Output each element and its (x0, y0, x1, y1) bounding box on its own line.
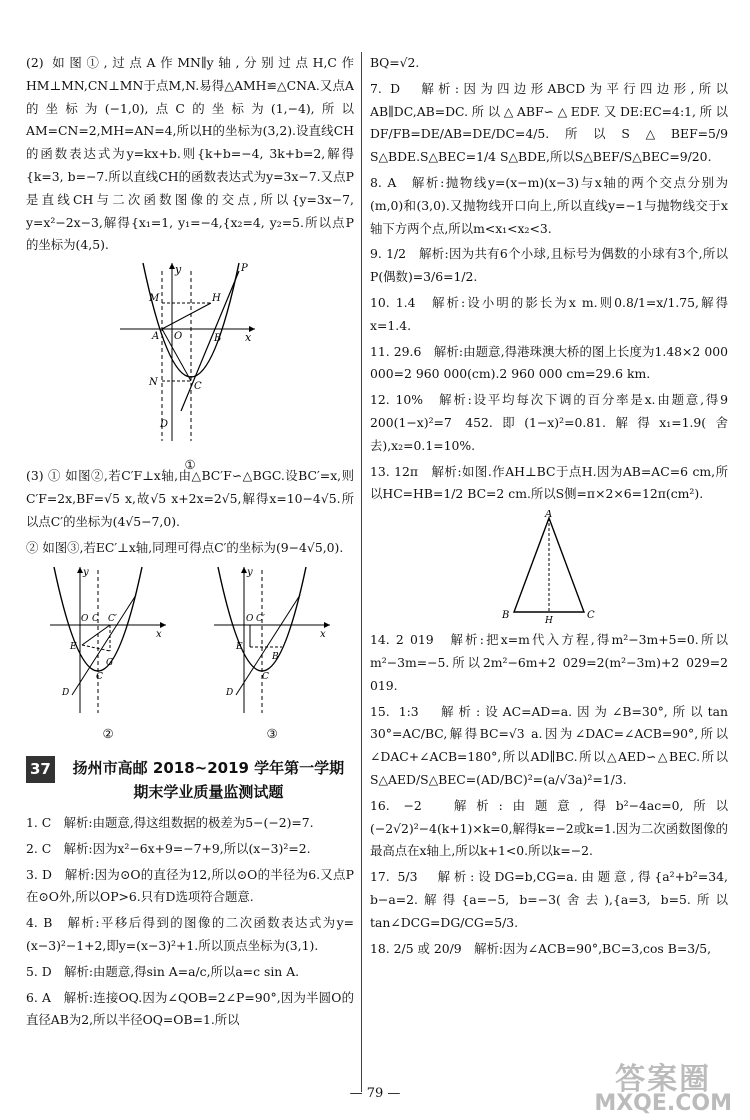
svg-text:D: D (62, 688, 70, 699)
svg-text:C: C (92, 614, 99, 625)
svg-text:D: D (160, 419, 169, 431)
watermark-line-1: 答案圈 (615, 1062, 712, 1097)
svg-text:M: M (149, 293, 160, 305)
parabola-figure-3 (212, 565, 332, 715)
svg-text:G: G (106, 658, 114, 669)
page-number: — 79 — (349, 1086, 401, 1101)
answer-6: 6. A 解析:连接OQ.因为∠QOB=2∠P=90°,因为半圆O的直径AB为2,所以半径OQ=OB=1.所以 (26, 989, 354, 1028)
figure-3-caption: ③ (266, 726, 278, 742)
svg-text:x: x (156, 629, 162, 641)
figure-3 (212, 565, 332, 746)
section-number-badge: 37 (26, 756, 55, 783)
svg-text:B: B (214, 333, 222, 345)
answer-4: 4. B 解析:平移后得到的图像的二次函数表达式为y=(x−3)²−1+2,即y=(x−3)²+1.所以顶点坐标为(3,1). (26, 915, 354, 953)
svg-text:C′: C′ (256, 614, 265, 625)
parabola-figure-2 (48, 565, 168, 715)
answer-7: 7. D 解析:因为四边形ABCD为平行四边形,所以AB∥DC,AB=DC.所以△ABF∽△EDF.又DE:EC=4:1,所以DF/FB=DE/AB=DE/DC=4/5.所以S△BEF=5/9 S△BDE.S△BEC=1/4 S△BDE,所以S△BEF/S△BEC=9/20. (370, 80, 728, 165)
answer-10: 10. 1.4 解析:设小明的影长为x m.则0.8/1=x/1.75,解得x=1.4. (370, 294, 728, 333)
answer-2-text: (2) 如图①,过点A作MN∥y轴,分别过点H,C作HM⊥MN,CN⊥MN于点M,N.易得△AMH≌△CNA.又点A的坐标为(−1,0),点C的坐标为(1,−4),所以AM=CN=2,MH=AN=4,所以H的坐标为(3,2).设直线CH的函数表达式为y=kx+b.则{k+b=−4, 3k+b=2,解得{k=3, b=−7.所以直线CH的函数表达式为y=3x−7.又点P是直线CH与二次函数图像的交点,所以{y=3x−7, y=x²−2x−3,解得{x₁=1, y₁=−4,{x₂=4, y₂=5.所以点P的坐标为(4,5). (26, 55, 354, 253)
answer-15: 15. 1:3 解析:设AC=AD=a.因为∠B=30°,所以tan 30°=AC/BC,解得BC=√3 a.因为∠DAC=∠ACB=90°,所以∠DAC+∠ACB=180°,所以AD∥BC.所以△AED∽△BEC.所以S△AED/S△BEC=(AD/BC)²=(a/√3a)²=1/3. (370, 703, 728, 787)
svg-text:A: A (152, 331, 160, 343)
section-title-line-2: 期末学业质量监测试题 (133, 782, 284, 801)
svg-text:O: O (174, 331, 183, 343)
figure-1 (115, 261, 265, 472)
section-header (26, 756, 354, 804)
answer-17: 17. 5/3 解析:设DG=b,CG=a.由题意,得{a²+b²=34, b−a=2.解得{a=−5, b=−3(舍去),{a=3, b=5.所以tan∠DCG=DG/CG=5/3. (370, 869, 728, 930)
svg-text:C: C (262, 672, 269, 683)
answer-18: 18. 2/5 或 20/9 解析:因为∠ACB=90°,BC=3,cos B=3/5, (370, 940, 712, 956)
figure-2 (48, 565, 168, 746)
left-column (26, 52, 354, 1035)
svg-text:D: D (226, 688, 234, 699)
answer-2: 2. C 解析:因为x²−6x+9=−7+9,所以(x−3)²=2. (26, 840, 311, 856)
svg-text:H: H (545, 616, 553, 626)
figures-2-3 (26, 565, 354, 746)
column-divider (361, 52, 362, 1092)
svg-text:x: x (320, 629, 326, 641)
answer-12: 12. 10% 解析:设平均每次下调的百分率是x.由题意,得9 200(1−x)²=7 452.即(1−x)²=0.81.解得x₁=1.9(舍去),x₂=0.1=10%. (370, 392, 728, 453)
answer-6-cont: BQ=√2. (370, 55, 420, 70)
answer-16: 16. −2 解析:由题意,得b²−4ac=0,所以(−2√2)²−4(k+1)×k=0,解得k=−2或k=1.因为二次函数图像的最高点在x轴上,所以k+1<0.所以k=−2. (370, 797, 728, 859)
answer-9: 9. 1/2 解析:因为共有6个小球,且标号为偶数的小球有3个,所以P(偶数)=3/6=1/2. (370, 246, 728, 285)
svg-text:E: E (70, 642, 77, 653)
figure-1-caption: ① (184, 456, 196, 472)
svg-text:A: A (545, 510, 553, 521)
svg-text:C: C (96, 672, 103, 683)
svg-text:N: N (149, 377, 158, 389)
figure-2-caption: ② (102, 726, 114, 742)
svg-text:H: H (212, 293, 221, 305)
svg-text:y: y (247, 567, 253, 579)
svg-text:y: y (175, 263, 182, 277)
svg-text:B: B (272, 652, 279, 663)
watermark-logo (594, 1062, 732, 1116)
answer-3-1-text: (3) ① 如图②,若C′F⊥x轴,由△BC′F∽△BGC.设BC′=x,则C′F=2x,BF=√5 x,故√5 x+2x=2√5,解得x=10−4√5.所以点C′的坐标为(4√5−7,0). (26, 468, 354, 529)
svg-text:C: C (194, 381, 202, 393)
answer-1: 1. C 解析:由题意,得这组数据的极差为5−(−2)=7. (26, 814, 314, 830)
answer-3: 3. D 解析:因为⊙O的直径为12,所以⊙O的半径为6.又点P在⊙O外,所以OP>6.只有D选项符合题意. (26, 866, 354, 905)
answer-5: 5. D 解析:由题意,得sin A=a/c,所以a=c sin A. (26, 963, 300, 979)
answer-14: 14. 2 019 解析:把x=m代入方程,得m²−3m+5=0.所以m²−3m=−5.所以2m²−6m+2 029=2(m²−3m)+2 029=2 019. (370, 632, 728, 693)
svg-text:O: O (246, 614, 254, 625)
watermark-line-2: MXQE.COM (594, 1091, 732, 1116)
svg-text:P: P (241, 263, 248, 275)
svg-text:B: B (502, 610, 510, 622)
svg-text:y: y (83, 567, 89, 579)
right-column (370, 52, 728, 963)
answer-13: 13. 12π 解析:如图.作AH⊥BC于点H.因为AB=AC=6 cm,所以HC=HB=1/2 BC=2 cm.所以S侧=π×2×6=12π(cm²). (370, 463, 728, 502)
answer-3-2-text: ② 如图③,若EC′⊥x轴,同理可得点C′的坐标为(9−4√5,0). (26, 539, 344, 555)
parabola-figure-1 (115, 261, 265, 446)
cone-section-figure (494, 510, 604, 625)
section-title (63, 756, 354, 804)
svg-text:O: O (81, 614, 89, 625)
answer-11: 11. 29.6 解析:由题意,得港珠澳大桥的图上长度为1.48×2 000 000=2 960 000(cm).2 960 000 cm=29.6 km. (370, 343, 728, 382)
svg-text:x: x (245, 331, 252, 345)
figure-cone (494, 510, 604, 625)
answer-8: 8. A 解析:抛物线y=(x−m)(x−3)与x轴的两个交点分别为(m,0)和(3,0).又抛物线开口向上,所以直线y=−1与抛物线交于x轴下方两个点,所以m<x₁<x₂<3. (370, 174, 728, 236)
section-title-line-1: 扬州市高邮 2018~2019 学年第一学期 (72, 758, 345, 777)
svg-text:C′: C′ (108, 614, 117, 625)
svg-text:E: E (236, 642, 243, 653)
svg-text:C: C (587, 610, 595, 622)
